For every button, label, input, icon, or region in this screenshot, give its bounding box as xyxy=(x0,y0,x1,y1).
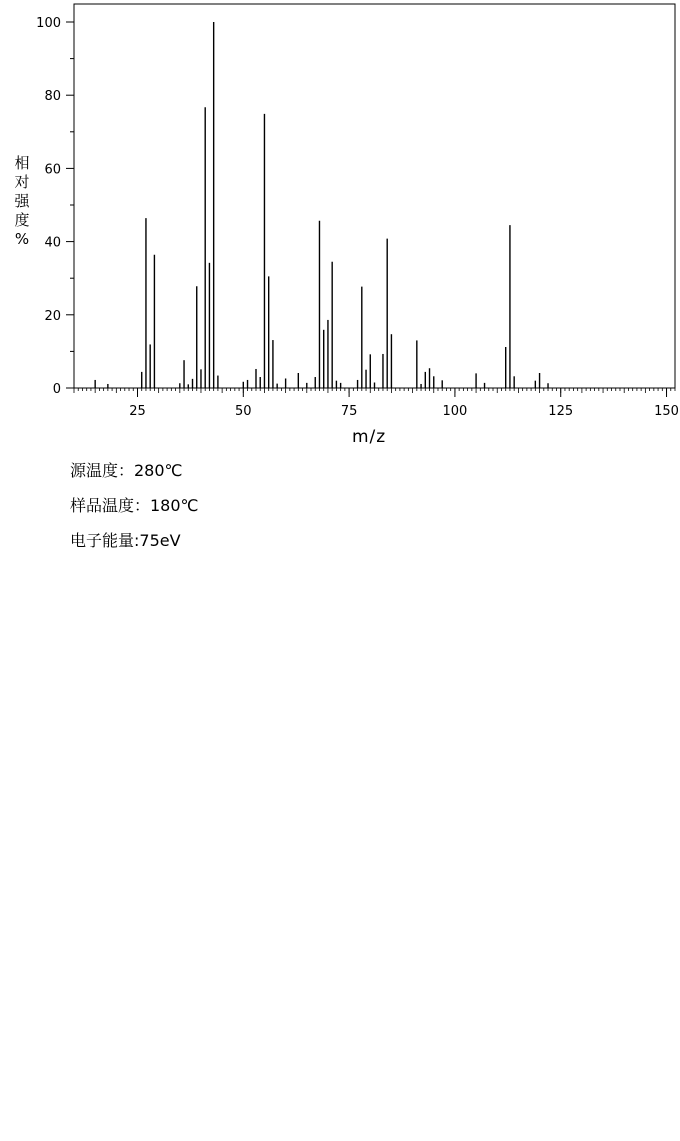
y-tick-label: 60 xyxy=(44,162,61,178)
sample-temperature: 样品温度：180℃ xyxy=(70,496,199,515)
y-label-char: 度 xyxy=(14,211,30,229)
spectrum-peaks xyxy=(95,22,548,388)
x-tick-label: 25 xyxy=(129,404,146,419)
x-axis-ticks xyxy=(129,388,679,419)
x-tick-label: 50 xyxy=(235,404,252,419)
x-axis-label: m/z xyxy=(352,427,387,447)
y-label-char: 相 xyxy=(14,154,30,172)
y-tick-label: 20 xyxy=(44,308,61,324)
x-minor-ticks xyxy=(74,388,675,393)
x-tick-label: 125 xyxy=(548,404,574,419)
y-tick-label: 80 xyxy=(44,89,61,105)
y-tick-label: 0 xyxy=(52,382,61,397)
y-tick-label: 100 xyxy=(36,16,61,31)
y-label-char: 对 xyxy=(14,173,30,191)
mass-spectrum-chart xyxy=(0,0,680,420)
y-label-char: % xyxy=(14,230,30,248)
y-label-char: 强 xyxy=(14,192,30,210)
electron-energy: 电子能量:75eV xyxy=(70,531,181,550)
y-axis-ticks xyxy=(36,16,74,397)
plot-frame xyxy=(74,4,675,388)
y-tick-label: 40 xyxy=(44,235,61,251)
source-temperature: 源温度：280℃ xyxy=(70,461,183,480)
x-tick-label: 150 xyxy=(654,404,679,419)
x-tick-label: 100 xyxy=(442,404,468,419)
x-tick-label: 75 xyxy=(340,404,358,419)
y-axis-label xyxy=(12,154,32,249)
